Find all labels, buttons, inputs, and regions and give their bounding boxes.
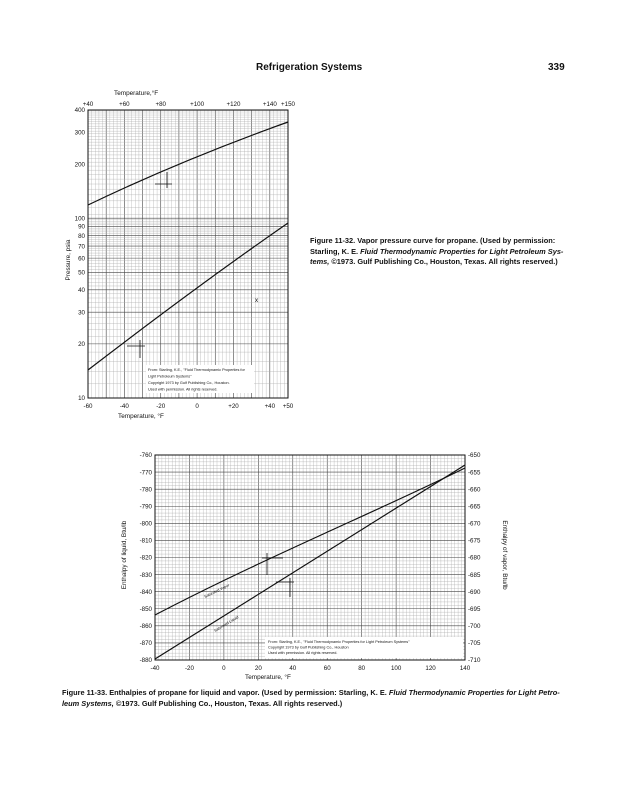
fig1-y-tick-label: 100 <box>74 215 85 223</box>
fig1-bottom-tick-label: -20 <box>156 403 166 410</box>
figure-11-32-caption-source: Fluid Thermodynamic Properties for Light Petroleum Sys-tems, <box>310 246 564 266</box>
fig2-right-tick-label: -660 <box>468 486 481 494</box>
fig1-bottom-tick-label: 0 <box>195 403 199 410</box>
fig2-x-tick-label: 120 <box>425 665 436 672</box>
fig1-top-tick-label: +40 <box>82 101 94 108</box>
fig2-right-tick-label: -705 <box>468 640 481 648</box>
fig1-y-tick-label: 60 <box>78 255 85 263</box>
fig1-bottom-tick-label: +40 <box>264 403 276 410</box>
fig1-y-axis-title: Pressure, psia <box>65 239 72 281</box>
fig2-right-tick-label: -670 <box>468 520 481 528</box>
fig1-y-tick-label: 200 <box>74 161 85 169</box>
fig2-x-tick-label: 0 <box>222 665 226 672</box>
fig2-x-tick-label: 60 <box>323 665 331 672</box>
running-header-title: Refrigeration Systems <box>256 62 363 73</box>
fig2-right-tick-label: -680 <box>468 554 481 562</box>
fig2-left-tick-label: -800 <box>139 520 152 528</box>
figure-11-33-caption-label: Figure 11-33. <box>62 688 108 697</box>
fig1-top-tick-label: +100 <box>190 101 205 108</box>
fig1-y-tick-label: 40 <box>78 286 85 294</box>
fig2-x-tick-label: 20 <box>254 665 262 672</box>
fig2-left-tick-label: -760 <box>139 452 152 460</box>
fig2-right-tick-label: -710 <box>468 657 481 665</box>
fig1-notice-line: Copyright 1973 by Gulf Publishing Co., Houston. <box>148 381 230 385</box>
fig1-plot-frame <box>88 110 288 398</box>
fig1-y-ticks <box>75 107 86 402</box>
fig2-left-tick-label: -850 <box>139 605 152 613</box>
fig2-left-tick-label: -810 <box>139 537 152 545</box>
fig2-x-tick-label: 140 <box>459 665 471 672</box>
fig1-bottom-tick-label: +20 <box>228 403 239 410</box>
figure-11-33-caption-text-b: ©1973. Gulf Publishing Co., Houston, Texas. All rights reserved.) <box>113 698 343 708</box>
fig2-x-tick-label: 100 <box>390 665 402 672</box>
fig2-x-tick-label: -20 <box>184 665 194 672</box>
fig2-x-tick-label: 80 <box>358 665 366 672</box>
fig2-vapor-label: Saturated Vapor <box>203 583 231 599</box>
fig1-notice-line: Light Petroleum Systems" <box>148 374 192 379</box>
fig2-x-tick-label: -40 <box>150 665 160 672</box>
fig2-x-tick-label: 40 <box>289 665 297 672</box>
fig1-notice-line: From: Starling, K.E., "Fluid Thermodynamic Properties for <box>148 368 245 372</box>
fig1-y-tick-label: 80 <box>78 232 85 240</box>
fig2-left-tick-label: -790 <box>139 503 152 511</box>
fig2-right-ticks <box>468 452 481 664</box>
fig2-left-axis-title: Enthalpy of liquid, Btu/lb <box>121 520 128 590</box>
fig2-right-tick-label: -650 <box>468 452 481 460</box>
fig1-bottom-ticks <box>84 403 294 410</box>
fig1-y-tick-label: 20 <box>78 341 85 349</box>
figure-11-32-caption <box>310 236 572 268</box>
fig1-bottom-axis-title: Temperature, °F <box>118 413 164 420</box>
fig2-right-tick-label: -695 <box>468 605 481 613</box>
fig1-top-tick-label: +60 <box>119 101 130 108</box>
fig1-y-tick-label: 30 <box>78 309 85 317</box>
fig2-notice-line: From: Starling, K.E., "Fluid Thermodynamic Properties for Light Petroleum Systems" <box>268 640 410 644</box>
fig1-grid <box>88 110 288 398</box>
fig2-left-tick-label: -840 <box>139 588 152 596</box>
figure-11-33-caption-source: Fluid Thermodynamic Properties for Light Petro-leum Systems, <box>62 688 560 708</box>
figure-11-33-caption <box>62 688 574 709</box>
fig2-right-tick-label: -700 <box>468 623 481 631</box>
fig2-x-axis-title: Temperature, °F <box>245 674 291 681</box>
fig1-upper-curve <box>88 122 288 205</box>
fig2-left-tick-label: -860 <box>139 623 152 631</box>
figure-11-33-caption-text-a: Enthalpies of propane for liquid and vapor. (Used by permission: Starling, K. E. <box>107 688 389 697</box>
fig2-left-tick-label: -830 <box>139 571 152 579</box>
fig2-left-tick-label: -820 <box>139 554 152 562</box>
fig1-bottom-tick-label: -60 <box>83 403 93 410</box>
fig1-y-tick-label: 300 <box>74 129 85 137</box>
fig2-right-tick-label: -675 <box>468 537 481 545</box>
figure-11-32-caption-label: Figure 11-32. <box>310 236 356 245</box>
fig1-top-tick-label: +120 <box>226 101 241 108</box>
fig1-bottom-tick-label: +50 <box>282 403 294 410</box>
fig1-top-tick-label: +140 <box>262 101 277 108</box>
fig1-notice-line: Used with permission. All rights reserved. <box>148 387 218 392</box>
fig1-y-tick-label: 50 <box>78 269 85 277</box>
fig1-y-tick-label: 70 <box>78 243 85 251</box>
page-number: 339 <box>548 62 565 73</box>
fig2-right-tick-label: -665 <box>468 503 481 511</box>
fig2-left-tick-label: -770 <box>139 469 152 477</box>
fig2-notice-line: Copyright 1973 by Gulf Publishing Co., Houston <box>268 645 349 650</box>
fig2-notice-line: Used with permission. All rights reserved. <box>268 651 338 655</box>
fig1-top-tick-label: +80 <box>155 101 166 108</box>
fig2-left-tick-label: -870 <box>139 640 152 648</box>
fig2-right-tick-label: -655 <box>468 469 481 477</box>
fig2-left-tick-label: -880 <box>139 657 152 665</box>
fig2-right-tick-label: -690 <box>468 588 481 596</box>
fig2-left-tick-label: -780 <box>139 486 152 494</box>
fig2-marker-liquid <box>276 578 294 597</box>
fig1-y-tick-label: 90 <box>78 223 85 231</box>
fig1-top-ticks <box>83 101 296 108</box>
fig1-x-mark: x <box>255 297 259 304</box>
fig2-right-axis-title: Enthalpy of vapor, Btu/lb <box>501 520 508 590</box>
fig1-top-tick-label: +150 <box>281 101 295 108</box>
fig2-liquid-label: Saturated Liquid <box>213 615 240 633</box>
fig1-y-tick-label: 10 <box>78 395 85 403</box>
figure-11-32-caption-text-a: Vapor pressure curve for propane. (Used by permission: Starling, K. E. <box>310 236 556 256</box>
fig1-bottom-tick-label: -40 <box>119 403 129 410</box>
fig1-y-tick-label: 400 <box>74 107 85 115</box>
figure-11-32-caption-text-b: ©1973. Gulf Publishing Co., Houston, Texas. All rights reserved.) <box>329 257 558 266</box>
fig2-x-ticks <box>151 665 471 672</box>
fig1-top-axis-title: Temperature,°F <box>114 90 159 97</box>
fig2-right-tick-label: -685 <box>468 571 481 579</box>
fig2-left-ticks <box>140 452 153 664</box>
